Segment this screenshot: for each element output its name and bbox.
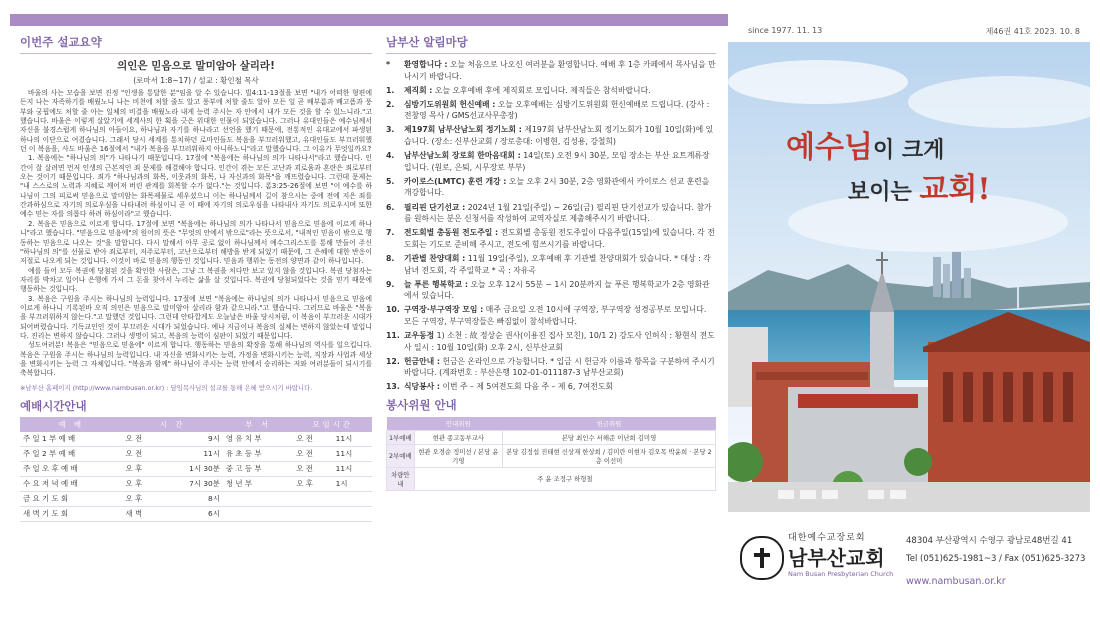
news-list — [386, 59, 716, 393]
cover-header — [728, 14, 1090, 42]
worship-cell: 금 요 기 도 회 — [20, 491, 122, 506]
news-number: 8. — [386, 253, 395, 263]
news-text: 전도회별 총동원 전도주일이 다음주일(15일)에 있습니다. 각 전도회는 기도로 준비해 주시고, 전도에 힘쓰시기를 바랍니다. — [404, 228, 715, 249]
table-row — [20, 506, 372, 521]
news-number: 3. — [386, 125, 395, 135]
worship-cell: 11시 — [161, 446, 223, 461]
news-column — [386, 34, 716, 491]
volunteers-cell: 현관 종고동부교사 — [414, 430, 502, 444]
cover-photo — [728, 42, 1090, 512]
list-item — [386, 150, 716, 173]
news-title: 헌금안내 : — [404, 356, 440, 366]
news-number: 4. — [386, 151, 395, 161]
news-title: 카이로스(LMTC) 훈련 개강 : — [404, 176, 507, 186]
news-text: 오늘 오후 12시 55분 ~ 1시 20분까지 늘 푸른 행복학교가 2층 영화관에서 있습니다. — [404, 279, 710, 301]
table-row — [20, 491, 372, 506]
news-text: 14일(토) 오전 9시 30분, 모임 장소는 부산 요트계류장입니다. (원로, 은퇴, 시무장로 부부) — [404, 151, 710, 172]
church-info — [728, 514, 1090, 626]
sermon-column — [20, 34, 372, 522]
news-number: 5. — [386, 176, 395, 186]
news-title: 제197회 남부산남노회 정기노회 : — [404, 125, 522, 135]
cross-icon — [749, 545, 775, 571]
cover-slogan — [786, 130, 944, 168]
cover-slogan-2 — [848, 172, 991, 210]
table-row — [20, 432, 372, 447]
sermon-paragraph: 1. 복음에는 "하나님의 의"가 나타나기 때문입니다. 17절에 "복음에는 하나님의 의가 나타나서"라고 했습니다. 인간이 잘 살려면 먼저 인생의 근본적인 죄 문제를 해결해야 합니다. 인간이 겪는 모든 고난과 괴로움과 혼란은 죄로부터 오는 것이기 때문입니다. 죄가 "하나님과의 화목, 이웃과의 화목, 나 자신과의 화목"을 깨뜨렸습니다. 그런데 문제는 "내 스스로의 노력과 지혜로 깨어져 버린 관계를 회복할 수가 없다."는 것입니다. 롬3:25-26절에 보면 "이 예수를 하나님이 그의 피로써 믿음으로 말미암는 화목제물로 세우셨으니 이는 하나님께서 길이 참으시는 중에 전에 지은 죄를 간과하심으로 자기의 의로우심을 나타내려 하심이니 곧 이 때에 자기의 의로우심을 나타내사 자기도 의로우시며 또한 예수 믿는 자를 의롭다 하려 하심이라"고 했습니다. — [20, 154, 372, 219]
news-title: 필리핀 단기선교 : — [404, 202, 466, 212]
issue-label: 제46권 41호 2023. 10. 8 — [985, 27, 1080, 36]
volunteers-header: 안내위원 — [414, 417, 502, 431]
sermon-meta: (로마서 1:8~17) / 설교 : 황인철 목사 — [133, 76, 259, 85]
worship-cell: 8시 — [161, 491, 223, 506]
worship-cell-empty — [223, 506, 372, 521]
star-icon: * — [386, 60, 391, 69]
slogan-line1-emph: 예수님 — [786, 130, 873, 165]
cover-panel — [728, 14, 1090, 626]
news-text: 2024년 1월 21일(주일) ~ 26일(금) 필리핀 단기선교가 있습니다. 참가를 원하시는 분은 신청서를 작성하여 교역자실로 제출해주시기 바랍니다. — [404, 202, 712, 224]
list-item — [386, 304, 716, 327]
list-item — [386, 202, 716, 225]
list-item — [386, 227, 716, 250]
slogan-line2-emph: 교회! — [919, 172, 991, 207]
worship-cell: 오 후 — [293, 476, 332, 491]
sermon-title: 의인은 믿음으로 말미암아 살리라! — [117, 60, 275, 72]
table-row — [20, 446, 372, 461]
news-title: 식당봉사 : — [404, 382, 440, 392]
news-text: 오늘 오후 2시 30분, 2층 영화관에서 카이로스 선교 훈련을 개강합니다. — [404, 176, 710, 198]
list-item — [386, 99, 716, 122]
worship-header: 부 서 — [223, 417, 293, 432]
news-text: 매주 금요일 오전 10시에 구역장, 부구역장 성경공부로 모입니다. 모든 구역장, 부구역장들은 빠짐없이 참석바랍니다. — [404, 305, 707, 326]
news-title: 제직회 : — [404, 85, 433, 95]
news-title: 구역장·부구역장 모임 : — [404, 305, 484, 315]
table-row — [387, 430, 716, 444]
worship-cell: 주 일 오 후 예 배 — [20, 461, 122, 476]
sermon-paragraph: 성도여러분! 복음은 "믿음으로 믿음에" 이르게 합니다. 행동하는 믿음의 확장을 통해 하나님의 역사를 일으킵니다. 복음은 구원을 주시는 하나님의 능력입니다. 내 자신을 변화시키는 능력, 가정을 변화시키는 능력, 직장과 사업과 세상을 변화시키는 능력 그 자체입니다. "복음과 함께" 하나님이 주시는 능력 안에서 승리하는 저와 여러분들이 되시기를 축복합니다. — [20, 341, 372, 378]
worship-cell: 오 후 — [122, 476, 160, 491]
worship-cell: 새 벽 — [122, 506, 160, 521]
volunteers-cell: 현관 오경순 정미선 / 본당 윤기영 — [414, 444, 502, 467]
worship-cell: 11시 — [333, 432, 372, 447]
news-title: 교우동정 — [404, 330, 435, 340]
volunteers-section-title: 봉사위원 안내 — [386, 397, 457, 412]
worship-cell: 오 후 — [122, 461, 160, 476]
news-text: 헌금은 온라인으로 가능합니다. * 입금 시 헌금자 이름과 항목을 구분하여 주시기 바랍니다. (계좌번호 : 부산은행 102-01-011187-3 남부산교회) — [404, 356, 715, 378]
worship-section-title: 예배시간안내 — [20, 398, 87, 413]
list-item — [386, 124, 716, 147]
news-number: 9. — [386, 279, 395, 289]
slogan-line2-rest: 보이는 — [848, 179, 920, 205]
worship-cell: 영 유 치 부 — [223, 432, 293, 447]
worship-cell: 주 일 1 부 예 배 — [20, 432, 122, 447]
news-title: 환영합니다 : — [404, 60, 448, 69]
address: 48304 부산광역시 수영구 광남로48번길 41 — [906, 536, 1073, 546]
church-name-en: Nam Busan Presbyterian Church — [788, 570, 894, 578]
news-number: 12. — [386, 356, 400, 366]
worship-cell: 11시 — [333, 446, 372, 461]
sermon-section-title: 이번주 설교요약 — [20, 35, 102, 49]
list-item — [386, 356, 716, 379]
table-row — [387, 444, 716, 467]
news-title: 남부산남노회 장로회 한마음대회 : — [404, 151, 521, 161]
worship-header: 모임시간 — [293, 417, 372, 432]
worship-cell: 오 전 — [293, 432, 332, 447]
news-text: 이번 주 – 제 5여전도회 다음 주 – 제 6, 7여전도회 — [442, 382, 613, 392]
worship-cell: 오 전 — [293, 446, 332, 461]
worship-cell: 주 일 2 부 예 배 — [20, 446, 122, 461]
sermon-paragraph: 2. 복음은 믿음으로 이르게 합니다. 17절에 보면 "복음에는 하나님의 의가 나타나서 믿음으로 믿음에 이르게 하나니"라고 했습니다. "믿음으로 믿음에"의 원어의 뜻은 "무엇의 안에서 밖으로"라는 뜻으로서, "내적인 믿음이 밖으로 행동하는 믿음으로 나오는 것"을 말합니다. 다시 말해서 아무 공로 없이 하나님께서 예수그리스도를 통해 만들어 주신 "하나님의 의"를 선물로 받아 죄로부터, 저주로부터, 고난으로부터 해방을 받게 되었기 때문에, 그 은혜에 대한 반응이 저절로 나오게 되는 것입니다. 이것이 바로 믿음의 행동인 것입니다. 믿음과 행위는 동전의 양면과 같이 하나입니다. — [20, 219, 372, 266]
sermon-paragraph: 바울의 사는 모습을 보면 진정 "인생을 통달한 분"임을 알 수 있습니다. 빌4:11-13절을 보면 "내가 어떠한 형편에든지 나는 자족하기를 배웠노니 나는 비천에 처할 줄도 알고 풍부에 처할 줄도 알아 모든 일 곧 배부름과 배고픔과 풍부와 궁핍에도 처할 줄 아는 일체의 비결을 배웠노라 내게 능력 주시는 자 안에서 내가 모든 것을 할 수 있느니라."고 했습니다. 바울은 이렇게 살았기에 세계사의 한 획을 긋은 위대한 인물이 되었습니다. 그러나 유대인들은 예수님께서 자신을 불경스럽게 하나님의 아들이요, 하나님과 자기를 하나라고 선언을 했기 때문에, 전통적인 유대교에서 파생된 하나의 이단으로 여겼습니다. 그래서 당시 세계를 통치하던 로마인들도 복음을 부끄러워했고, 유대인들도 부끄러워했던 이 복음을, 사도 바울은 16절에서 "내가 복음을 부끄러워하지 아니하노니"라고 말했습니다. 그 이유가 무엇일까요? — [20, 89, 372, 154]
news-number: 2. — [386, 99, 395, 109]
volunteers-header: 헌금위원 — [503, 417, 716, 431]
volunteers-header — [387, 417, 415, 431]
news-text: 1) 소천 : 故 정상순 권사(이용진 집사 모친), 10/1 2) 강도사 인허식 : 황현식 전도사 일시 : 10월 10일(화) 오후 2시, 신부산교회 — [404, 330, 715, 352]
list-item — [386, 253, 716, 276]
list-item — [386, 279, 716, 302]
worship-cell: 중 고 등 부 — [223, 461, 293, 476]
list-item — [386, 59, 716, 82]
news-text: 11월 19일(주일), 오후예배 후 기관별 찬양대회가 있습니다. * 대상 : 각 남녀 전도회, 각 주일학교 * 곡 : 자유곡 — [404, 253, 711, 275]
table-row — [387, 467, 716, 490]
volunteers-cell: 1부예배 — [387, 430, 415, 444]
worship-cell: 오 전 — [293, 461, 332, 476]
worship-cell: 1시 30분 — [161, 461, 223, 476]
news-number: 11. — [386, 330, 400, 340]
volunteers-table — [386, 417, 716, 491]
worship-header: 예 배 — [20, 417, 122, 432]
news-number: 10. — [386, 305, 400, 315]
table-row — [20, 476, 372, 491]
website-link[interactable]: www.nambusan.or.kr — [906, 576, 1006, 587]
news-title: 늘 푸른 행복학교 : — [404, 279, 468, 289]
sermon-paragraph: 3. 복음은 구원을 주시는 하나님의 능력입니다. 17절에 보면 "복음에는 하나님의 의가 나타나서 믿음으로 믿음에 이르게 하나니 기록된바 오직 의인은 믿음으로 말미암아 살리라 함과 같으니라."고 했습니다. 그러므로 바울은 "복음을 부끄러워하지 않는다."고 말했던 것입니다. 그런데 안타깝게도 오늘날은 바울 당시처럼, 이 복음이 부끄러운 시대가 되어버렸습니다. 기독교인인 것이 부끄러운 시대가 되었습니다. 예나 지금이나 복음의 실체는 변하지 않았는데 말입니다. 진리는 변하지 않습니다. 그러나 생명이 되고, 복음의 능력이 심판이 되었기 때문입니다. — [20, 294, 372, 340]
since-label: since 1977. 11. 13 — [748, 26, 823, 35]
news-number: 1. — [386, 85, 395, 95]
news-title: 전도회별 총동원 전도주일 : — [404, 228, 499, 238]
worship-cell: 새 벽 기 도 회 — [20, 506, 122, 521]
denomination: 대한예수교장로회 — [788, 533, 866, 543]
volunteers-cell: 본당 최인수 서해준 이난희 김미영 — [503, 430, 716, 444]
worship-cell: 청 년 부 — [223, 476, 293, 491]
church-seal-icon — [740, 536, 784, 580]
worship-cell: 오 전 — [122, 432, 160, 447]
homepage-note: ※남부산 홈페이지 (http://www.nambusan.or.kr) : 담임목사님의 설교를 통해 은혜 받으시기 바랍니다. — [20, 383, 313, 392]
phone: Tel (051)625-1981~3 / Fax (051)625-3273 — [906, 554, 1086, 564]
volunteers-cell: 주 윤 조정구 하형철 — [414, 467, 715, 490]
news-text: 오늘 오후예배는 심방기도위원회 헌신예배로 드립니다. (강사 : 전창영 목사 / GMS선교사무총장) — [404, 99, 710, 121]
volunteers-cell: 차량안내 — [387, 467, 415, 490]
worship-cell-empty — [223, 491, 372, 506]
list-item — [386, 176, 716, 199]
worship-cell: 1시 — [333, 476, 372, 491]
news-text: 오늘 처음으로 나오신 여러분을 환영합니다. 예배 후 1층 카페에서 목사님을 만나시기 바랍니다. — [404, 60, 716, 81]
news-number: 7. — [386, 228, 395, 238]
table-row — [20, 461, 372, 476]
church-photo-illustration — [728, 42, 1090, 512]
worship-header: 시 간 — [122, 417, 222, 432]
volunteers-cell: 2부예배 — [387, 444, 415, 467]
news-number: 6. — [386, 202, 395, 212]
sermon-paragraph: 예를 들어 모두 복권에 당첨된 것을 확인한 사람은, 그냥 그 복권을 처다만 보고 있지 않을 것입니다. 복권 당첨자는 자리를 박차고 일어나 은행에 가서 그 돈을 찾아서 누리는 삶을 살 것입니다. 복권에 당첨되었다는 것을 믿기 때문에 행동하는 것입니다. — [20, 266, 372, 294]
news-title: 심방기도위원회 헌신예배 : — [404, 99, 496, 109]
slogan-line1-rest: 이 크게 — [872, 137, 945, 163]
worship-cell: 11시 — [333, 461, 372, 476]
worship-cell: 6시 — [161, 506, 223, 521]
list-item — [386, 85, 716, 97]
news-section-title: 남부산 알림마당 — [386, 35, 468, 49]
news-text: 제197회 남부산남노회 정기노회가 10월 10일(화)에 있습니다. (장소: 신부산교회 / 장로총대: 이병현, 김성용, 강철희) — [404, 125, 714, 147]
worship-cell: 9시 — [161, 432, 223, 447]
volunteers-cell: 본당 김정섭 진태현 신상재 한상희 / 김미란 이현자 김오목 박윤희 · 본당 2층 이선미 — [503, 444, 716, 467]
news-text: 오늘 오후예배 후에 제직회로 모입니다. 제직들은 참석바랍니다. — [434, 85, 651, 95]
worship-cell: 수 요 저 녁 예 배 — [20, 476, 122, 491]
news-title: 기관별 찬양대회 : — [404, 253, 466, 263]
worship-cell: 오 후 — [122, 491, 160, 506]
worship-table — [20, 417, 372, 522]
news-number: 13. — [386, 382, 400, 392]
worship-cell: 유 초 등 부 — [223, 446, 293, 461]
list-item — [386, 381, 716, 393]
church-name: 남부산교회 — [788, 546, 885, 570]
worship-cell: 오 전 — [122, 446, 160, 461]
list-item — [386, 330, 716, 353]
worship-cell: 7시 30분 — [161, 476, 223, 491]
